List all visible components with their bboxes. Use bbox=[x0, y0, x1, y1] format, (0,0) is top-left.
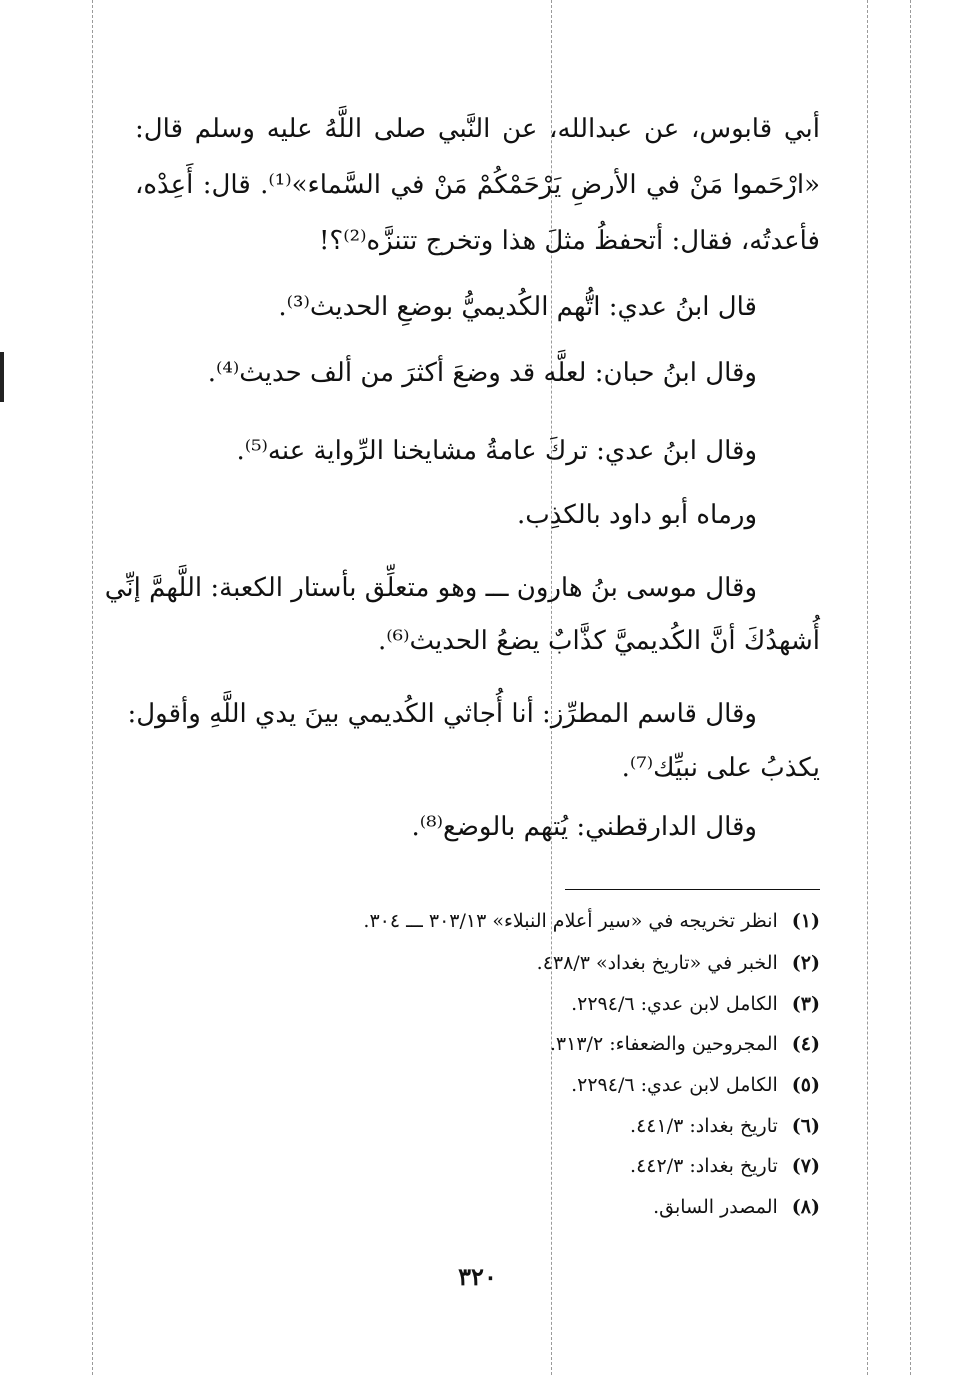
footnote-text: الخبر في «تاريخ بغداد» ٤٣٨/٣. bbox=[536, 952, 778, 974]
body-line: وقال ابنُ حبان: لعلَّه قد وضعَ أكثرَ من ألف حديث⁽⁴⁾. bbox=[207, 358, 757, 388]
footnote-number: (٥) bbox=[791, 1074, 820, 1096]
footnote-text: الكامل لابن عدي: ٢٢٩٤/٦. bbox=[571, 1074, 778, 1096]
body-line: ورماه أبو داود بالكذِب. bbox=[516, 500, 757, 530]
body-line: أبي قابوس، عن عبدالله، عن النَّبي صلى اللَّهُ عليه وسلم قال: bbox=[135, 114, 820, 144]
footnote-number: (٣) bbox=[791, 993, 820, 1015]
footnote-text: انظر تخريجه في «سير أعلام النبلاء» ٣٠٣/١٣ ـــ ٣٠٤. bbox=[363, 910, 778, 932]
margin-mark bbox=[0, 352, 4, 402]
footnote-text: الكامل لابن عدي: ٢٢٩٤/٦. bbox=[571, 993, 778, 1015]
body-line: يكذبُ على نبيِّك⁽⁷⁾. bbox=[621, 753, 820, 783]
footnote-separator bbox=[565, 889, 820, 890]
footnote-number: (٤) bbox=[791, 1033, 820, 1055]
body-line: فأعدتُه، فقال: أتحفظُ مثلَ هذا وتخرج تتنزَّه⁽²⁾؟! bbox=[318, 226, 820, 256]
scan-guide-line bbox=[910, 0, 911, 1375]
scan-guide-line bbox=[551, 0, 552, 1375]
footnote-text: تاريخ بغداد: ٤٤٢/٣. bbox=[630, 1155, 778, 1177]
footnote bbox=[571, 1074, 820, 1096]
footnote bbox=[363, 910, 820, 932]
footnote bbox=[550, 1033, 820, 1055]
footnote-number: (٢) bbox=[791, 952, 820, 974]
footnote bbox=[630, 1115, 820, 1137]
body-line: وقال قاسم المطرِّز: أنا أُجاثي الكُديمي بينَ يدي اللَّهِ وأقول: bbox=[127, 699, 757, 729]
body-line: وقال موسى بنُ هارون ـــ وهو متعلِّق بأستار الكعبة: اللَّهمَّ إنِّي bbox=[104, 573, 757, 603]
footnote-text: المصدر السابق. bbox=[653, 1196, 778, 1218]
footnote bbox=[653, 1196, 820, 1218]
scan-guide-line bbox=[92, 0, 93, 1375]
footnote-number: (٨) bbox=[791, 1196, 820, 1218]
footnote bbox=[630, 1155, 820, 1177]
footnote-number: (١) bbox=[791, 910, 820, 932]
body-line: أُشهدُكَ أنَّ الكُديميَّ كذَّابٌ يضعُ الحديث⁽⁶⁾. bbox=[378, 626, 820, 656]
body-line: وقال الدارقطني: يُتهم بالوضع⁽⁸⁾. bbox=[411, 812, 757, 842]
footnote-number: (٧) bbox=[791, 1155, 820, 1177]
page-number: ٣٢٠ bbox=[458, 1262, 497, 1291]
footnote bbox=[571, 993, 820, 1015]
footnote-text: تاريخ بغداد: ٤٤١/٣. bbox=[630, 1115, 778, 1137]
footnote bbox=[537, 952, 820, 974]
body-line: وقال ابنُ عدي: تركَ عامةُ مشايخنا الرِّواية عنه⁽⁵⁾. bbox=[236, 436, 757, 466]
body-line: قال ابنُ عدي: اتُّهم الكُديميُّ بوضعِ الحديث⁽³⁾. bbox=[278, 292, 757, 322]
footnote-text: المجروحين والضعفاء: ٣١٣/٢. bbox=[549, 1033, 778, 1055]
body-line: «ارْحَموا مَنْ في الأرضِ يَرْحَمْكُمْ مَنْ في السَّماء»⁽¹⁾. قال: أَعِدْه، bbox=[135, 170, 820, 200]
scan-guide-line bbox=[867, 0, 868, 1375]
footnote-number: (٦) bbox=[791, 1115, 820, 1137]
